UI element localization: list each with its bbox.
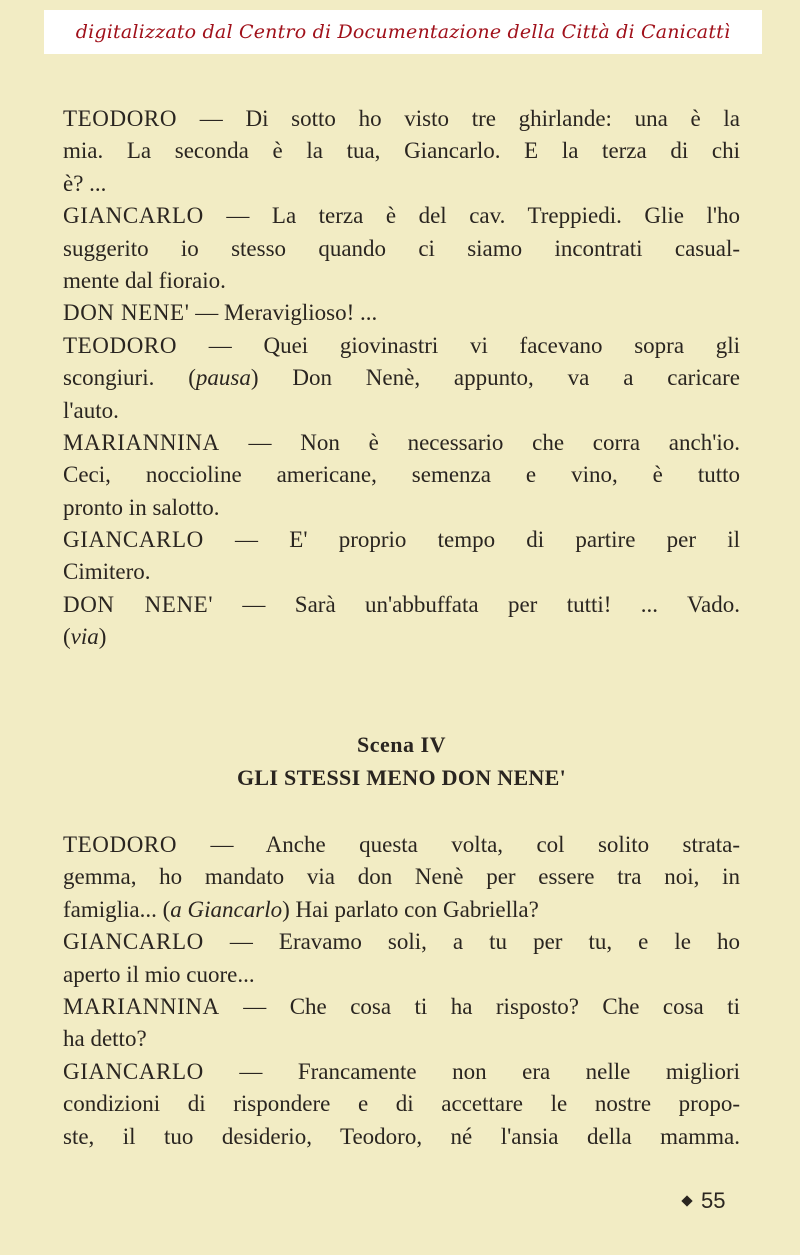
line-text: Sarà un'abbuffata per tutti! ... Vado. — [294, 591, 740, 617]
dialogue-line — [63, 168, 740, 200]
line-text: Eravamo soli, a tu per tu, e le ho — [278, 929, 740, 955]
line-text: l'auto. — [63, 397, 119, 423]
stage-direction: pausa — [195, 365, 251, 391]
line-text: ste, il tuo desiderio, Teodoro, né l'ansia della mamma. — [63, 1123, 740, 1149]
line-text: ) Don Nenè, appunto, va a caricare — [250, 365, 741, 391]
speaker-name: TEODORO — [63, 832, 178, 857]
line-text: Francamente non era nelle migliori — [297, 1058, 740, 1084]
dialogue-line — [63, 926, 740, 958]
dialogue-section-2 — [63, 829, 740, 1153]
speaker-name: GIANCARLO — [63, 527, 204, 553]
separator: — — [189, 300, 224, 326]
line-text: ( — [63, 624, 71, 650]
line-text: mia. La seconda è la tua, Giancarlo. E la terza di chi — [63, 138, 740, 164]
dialogue-line — [63, 621, 740, 653]
separator: — — [203, 203, 272, 229]
line-text: Che cosa ti ha risposto? Che cosa ti — [289, 993, 740, 1019]
line-text: scongiuri. ( — [63, 365, 196, 391]
scene-heading — [63, 728, 740, 794]
page-number-text: 55 — [701, 1188, 726, 1213]
separator: — — [203, 929, 279, 955]
line-text: mente dal fioraio. — [63, 267, 226, 293]
dialogue-line — [63, 395, 740, 427]
speaker-name: TEODORO — [63, 106, 178, 131]
dialogue-line — [63, 459, 740, 491]
dialogue-section-1 — [63, 103, 740, 654]
dialogue-line — [63, 1023, 740, 1055]
separator: — — [177, 106, 246, 131]
separator: — — [213, 591, 295, 617]
dialogue-line — [63, 1056, 740, 1088]
stage-direction: a Giancarlo — [170, 896, 283, 922]
speaker-name: MARIANNINA — [63, 993, 220, 1019]
line-text: ) — [98, 624, 107, 650]
dialogue-line — [63, 427, 740, 459]
dialogue-line — [63, 103, 740, 135]
dialogue-line — [63, 861, 740, 893]
separator: — — [177, 332, 264, 358]
dialogue-line — [63, 265, 740, 297]
separator: — — [177, 832, 266, 857]
line-text: E' proprio tempo di partire per il — [289, 527, 741, 553]
dialogue-line — [63, 492, 740, 524]
dialogue-line — [63, 297, 740, 329]
diamond-icon — [681, 1195, 692, 1206]
speaker-name: MARIANNINA — [63, 429, 220, 455]
dialogue-line — [63, 1088, 740, 1120]
speaker-name: DON NENE' — [63, 591, 214, 617]
speaker-name: GIANCARLO — [63, 929, 204, 955]
dialogue-line — [63, 524, 740, 556]
speaker-name: DON NENE' — [63, 300, 190, 326]
dialogue-line — [63, 589, 740, 621]
dialogue-line — [63, 362, 740, 394]
dialogue-line — [63, 135, 740, 167]
page-number — [683, 1188, 725, 1214]
separator: — — [203, 1058, 298, 1084]
line-text: è? ... — [63, 170, 107, 196]
line-text: ha detto? — [63, 1026, 147, 1052]
line-text: Anche questa volta, col solito strata- — [265, 832, 740, 857]
separator: — — [203, 527, 290, 553]
speaker-name: TEODORO — [63, 332, 178, 358]
line-text: famiglia... ( — [63, 896, 171, 922]
dialogue-line — [63, 959, 740, 991]
watermark-text: digitalizzato dal Centro di Documentazione della Città di Canicattì — [75, 21, 731, 43]
line-text: Quei giovinastri vi facevano sopra gli — [263, 332, 741, 358]
line-text: condizioni di rispondere e di accettare le nostre propo- — [63, 1091, 740, 1117]
dialogue-line — [63, 991, 740, 1023]
dialogue-line — [63, 556, 740, 588]
line-text: suggerito io stesso quando ci siamo incontrati casual- — [63, 235, 740, 261]
line-text: pronto in salotto. — [63, 494, 220, 520]
dialogue-line — [63, 330, 740, 362]
line-text: Ceci, noccioline americane, semenza e vino, è tutto — [63, 462, 740, 488]
line-text: La terza è del cav. Treppiedi. Glie l'ho — [271, 203, 741, 229]
separator: — — [219, 993, 290, 1019]
line-text: Non è necessario che corra anch'io. — [300, 429, 740, 455]
speaker-name: GIANCARLO — [63, 1058, 204, 1084]
dialogue-line — [63, 233, 740, 265]
dialogue-line — [63, 200, 740, 232]
separator: — — [219, 429, 301, 455]
line-text: Meraviglioso! ... — [223, 300, 378, 326]
scene-subtitle: GLI STESSI MENO DON NENE' — [236, 765, 567, 790]
dialogue-line — [63, 894, 740, 926]
line-text: aperto il mio cuore... — [63, 961, 255, 987]
line-text: Cimitero. — [63, 559, 151, 585]
dialogue-line — [63, 1121, 740, 1153]
line-text: gemma, ho mandato via don Nenè per essere tra noi, in — [63, 864, 740, 890]
dialogue-line — [63, 829, 740, 861]
line-text: Di sotto ho visto tre ghirlande: una è la — [245, 106, 741, 131]
stage-direction: via — [70, 624, 99, 650]
watermark-banner — [44, 10, 762, 54]
line-text: ) Hai parlato con Gabriella? — [282, 896, 539, 922]
scene-title: Scena IV — [357, 732, 446, 757]
speaker-name: GIANCARLO — [63, 203, 204, 229]
